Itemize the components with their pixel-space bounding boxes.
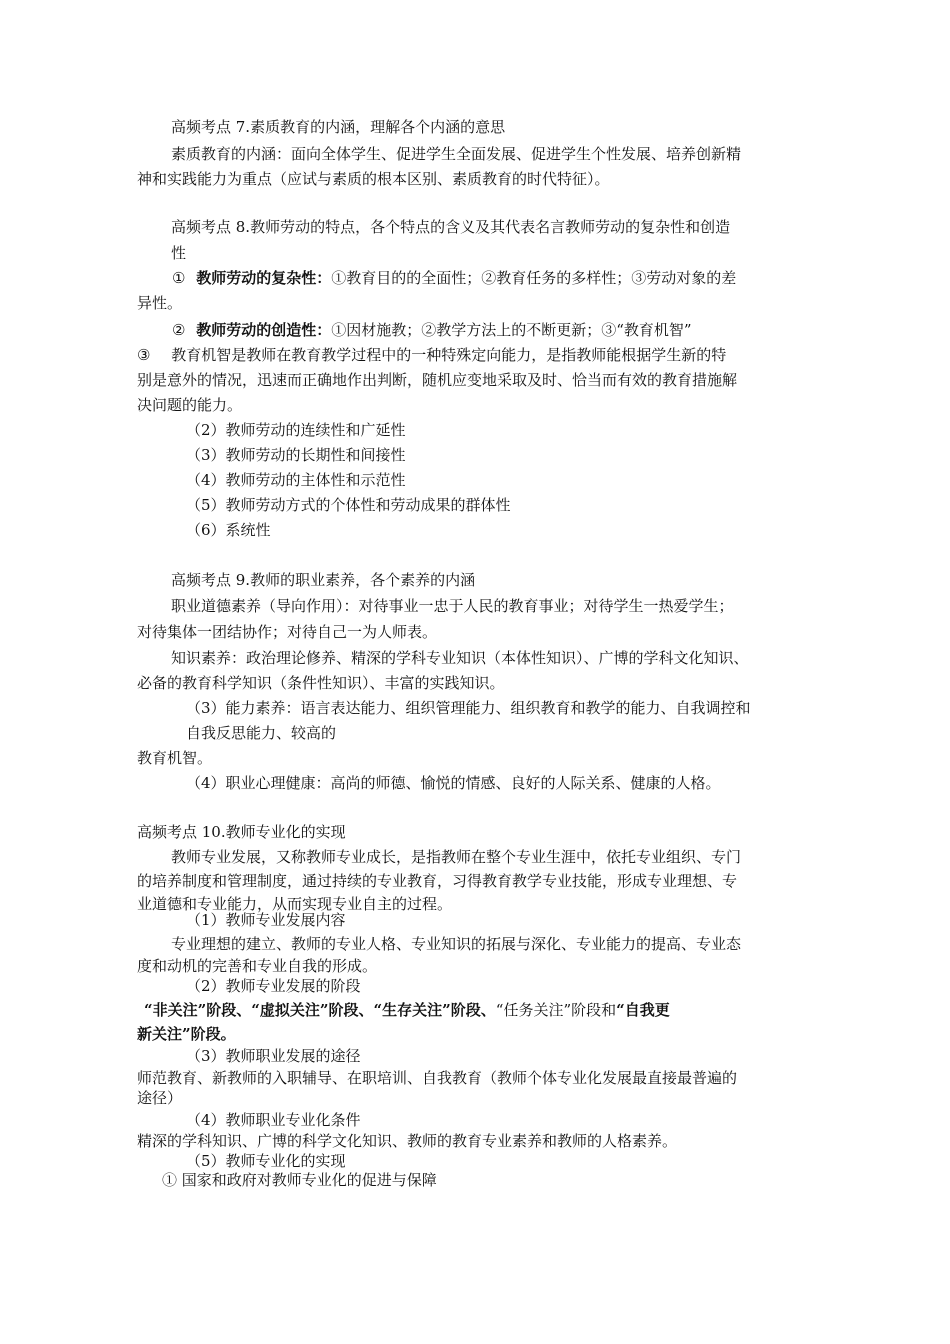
section-8-item-3-line-3: 决问题的能力。 (137, 396, 243, 414)
section-10-stage-line-2: 新关注”阶段。 (137, 1025, 236, 1043)
section-8-item-1-cont: 异性。 (137, 294, 183, 312)
section-8-item-3-line-2: 别是意外的情况，迅速而正确地作出判断，随机应变地采取及时、恰当而有效的教育措施解 (137, 371, 738, 389)
section-8-list-item: （3）教师劳动的长期性和间接性 (186, 446, 406, 464)
section-10-realization-item-1: ① 国家和政府对教师专业化的促进与保障 (162, 1171, 437, 1189)
section-9-moral-line-2: 对待集体一团结协作；对待自己一为人师表。 (137, 623, 438, 641)
stage-virtual-concern: “虚拟关注”阶段、 (251, 1001, 374, 1019)
section-8-list-item: （6）系统性 (186, 521, 271, 539)
section-7-para-line-1: 素质教育的内涵：面向全体学生、促进学生全面发展、促进学生个性发展、培养创新精 (171, 145, 742, 163)
section-8-list-item: （2）教师劳动的连续性和广延性 (186, 421, 406, 439)
section-10-content-line-1: 专业理想的建立、教师的专业人格、专业知识的拓展与深化、专业能力的提高、专业态 (171, 935, 742, 953)
section-7-para-line-2: 神和实践能力为重点（应试与素质的根本区别、素质教育的时代特征）。 (137, 170, 610, 188)
section-8-heading-cont: 性 (171, 244, 187, 262)
section-10-condition-line-1: 精深的学科知识、广博的科学文化知识、教师的教育专业素养和教师的人格素养。 (137, 1132, 678, 1150)
section-10-heading: 高频考点 10.教师专业化的实现 (137, 823, 346, 841)
item-1-number: ① (172, 269, 186, 287)
stage-non-concern: “非关注”阶段、 (144, 1001, 252, 1019)
section-10-intro-line-1: 教师专业发展，又称教师专业成长，是指教师在整个专业生涯中，依托专业组织、专门 (171, 848, 742, 866)
section-8-item-3 (137, 345, 726, 365)
stage-survival-concern: “生存关注”阶段、 (373, 1001, 496, 1019)
section-10-condition-title: （4）教师职业专业化条件 (186, 1111, 361, 1129)
stage-self-renewal: “自我更 (616, 1001, 670, 1019)
section-9-ability-line-3: 教育机智。 (137, 749, 213, 767)
section-8-item-2 (172, 320, 692, 340)
section-8-heading: 高频考点 8.教师劳动的特点，各个特点的含义及其代表名言教师劳动的复杂性和创造 (171, 218, 731, 236)
section-10-intro-line-2: 的培养制度和管理制度，通过持续的专业教育，习得教育教学专业技能，形成专业理想、专 (137, 872, 738, 890)
section-10-intro-line-3: 业道德和专业能力，从而实现专业自主的过程。 (137, 895, 453, 913)
item-1-text: ①教育目的的全面性；②教育任务的多样性；③劳动对象的差 (331, 269, 737, 287)
section-8-list-item: （5）教师劳动方式的个体性和劳动成果的群体性 (186, 496, 511, 514)
stage-task-concern: “任务关注”阶段和 (495, 1001, 617, 1019)
item-2-text: ①因材施教；②教学方法上的不断更新；③“教育机智” (331, 321, 692, 339)
item-3-text: 教育机智是教师在教育教学过程中的一种特殊定向能力，是指教师能根据学生新的特 (171, 346, 727, 364)
section-10-path-line-1: 师范教育、新教师的入职辅导、在职培训、自我教育（教师个体专业化发展最直接最普遍的 (137, 1069, 738, 1087)
section-10-content-line-2: 度和动机的完善和专业自我的形成。 (137, 957, 378, 975)
section-9-moral-line-1: 职业道德素养（导向作用）：对待事业一忠于人民的教育事业；对待学生一热爱学生； (171, 597, 734, 615)
section-9-health: （4）职业心理健康：高尚的师德、愉悦的情感、良好的人际关系、健康的人格。 (186, 774, 721, 792)
section-7-heading: 高频考点 7.素质教育的内涵，理解各个内涵的意思 (171, 118, 506, 136)
section-9-ability-line-1: （3）能力素养：语言表达能力、组织管理能力、组织教育和教学的能力、自我调控和 (186, 699, 751, 717)
item-3-number: ③ (137, 346, 151, 364)
section-10-realization-title: （5）教师专业化的实现 (186, 1152, 346, 1170)
section-9-knowledge-line-2: 必备的教育科学知识（条件性知识）、丰富的实践知识。 (137, 674, 505, 692)
section-10-content-title: （1）教师专业发展内容 (186, 911, 346, 929)
item-1-bold-label: 教师劳动的复杂性： (196, 269, 332, 287)
section-9-knowledge-line-1: 知识素养：政治理论修养、精深的学科专业知识（本体性知识）、广博的学科文化知识、 (171, 649, 749, 667)
section-10-stage-line-1 (144, 1000, 670, 1020)
section-9-ability-line-2: 自我反思能力、较高的 (186, 724, 337, 742)
item-2-number: ② (172, 321, 186, 339)
section-10-path-line-2: 途径） (137, 1089, 183, 1107)
section-8-item-1 (172, 268, 736, 288)
section-9-heading: 高频考点 9.教师的职业素养，各个素养的内涵 (171, 571, 476, 589)
section-10-path-title: （3）教师职业发展的途径 (186, 1047, 361, 1065)
section-10-stage-title: （2）教师专业发展的阶段 (186, 977, 361, 995)
section-8-list-item: （4）教师劳动的主体性和示范性 (186, 471, 406, 489)
item-2-bold-label: 教师劳动的创造性： (196, 321, 332, 339)
